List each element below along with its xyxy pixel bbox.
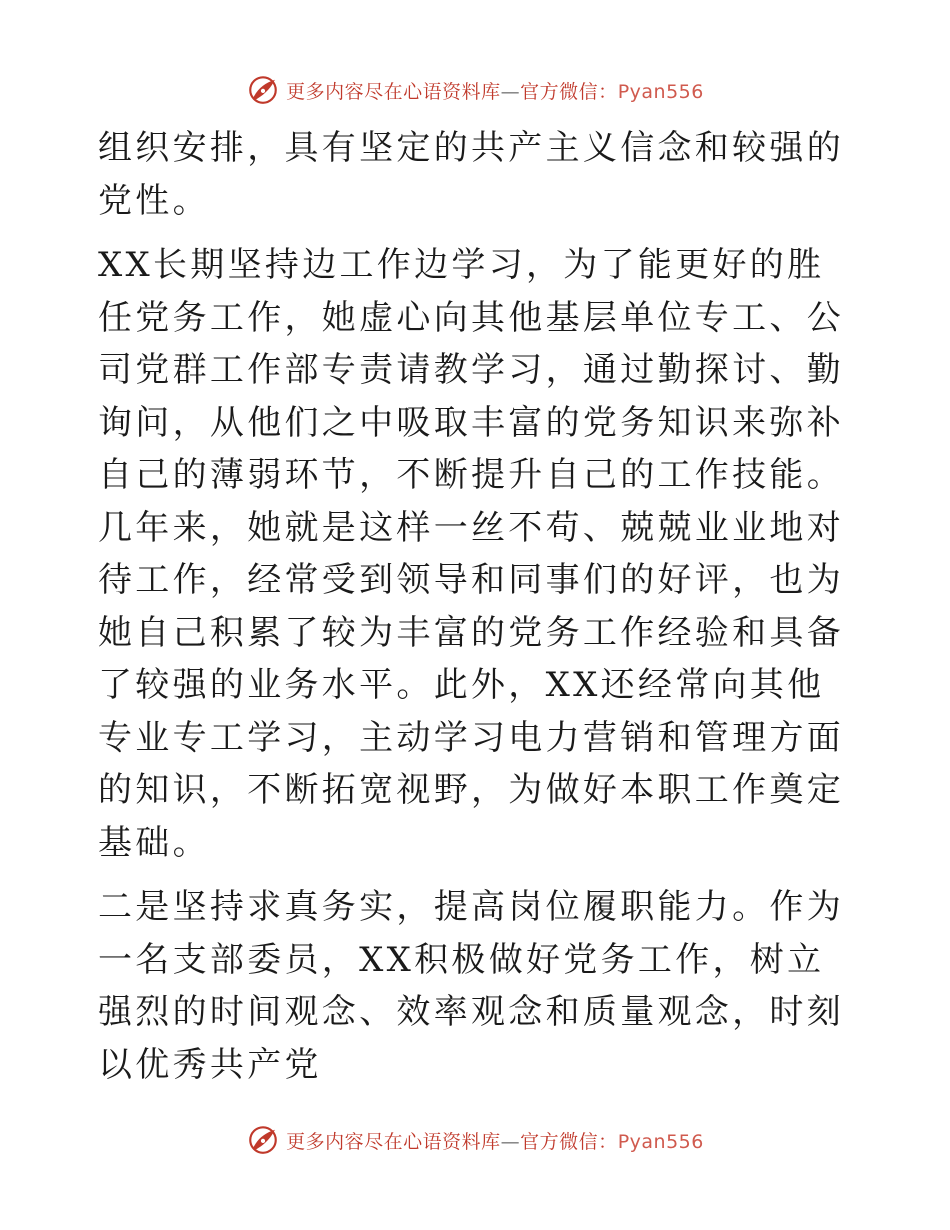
watermark-main-text: 更多内容尽在心语资料库 xyxy=(286,80,501,103)
watermark-text xyxy=(286,77,704,104)
document-body xyxy=(98,122,858,1103)
pen-nib-logo-icon xyxy=(246,1123,280,1157)
paragraph-2: XX长期坚持边工作边学习，为了能更好的胜任党务工作，她虚心向其他基层单位专工、公司党群工作部专责请教学习，通过勤探讨、勤询问，从他们之中吸取丰富的党务知识来弥补自己的薄弱环节，不断提升自己的工作技能。几年来，她就是这样一丝不苟、兢兢业业地对待工作，经常受到领导和同事们的好评，也为她自己积累了较为丰富的党务工作经验和具备了较强的业务水平。此外，XX还经常向其他专业专工学习，主动学习电力营销和管理方面的知识，不断拓宽视野，为做好本职工作奠定基础。 xyxy=(98,245,844,863)
watermark-text xyxy=(286,1127,704,1154)
watermark-wechat-id: Pyan556 xyxy=(617,1130,704,1153)
watermark-dash: — xyxy=(500,1130,521,1153)
pen-nib-logo-icon xyxy=(246,73,280,107)
header-watermark xyxy=(0,70,950,110)
watermark-main-text: 更多内容尽在心语资料库 xyxy=(286,1130,501,1153)
watermark-wechat-id: Pyan556 xyxy=(617,80,704,103)
watermark-suffix-text: 官方微信： xyxy=(520,1130,618,1153)
paragraph-1: 组织安排，具有坚定的共产主义信念和较强的党性。 xyxy=(98,128,844,221)
watermark-suffix-text: 官方微信： xyxy=(520,80,618,103)
paragraph-3: 二是坚持求真务实，提高岗位履职能力。作为一名支部委员，XX积极做好党务工作，树立强烈的时间观念、效率观念和质量观念，时刻以优秀共产党 xyxy=(98,887,844,1085)
watermark-dash: — xyxy=(500,80,521,103)
footer-watermark xyxy=(0,1120,950,1160)
